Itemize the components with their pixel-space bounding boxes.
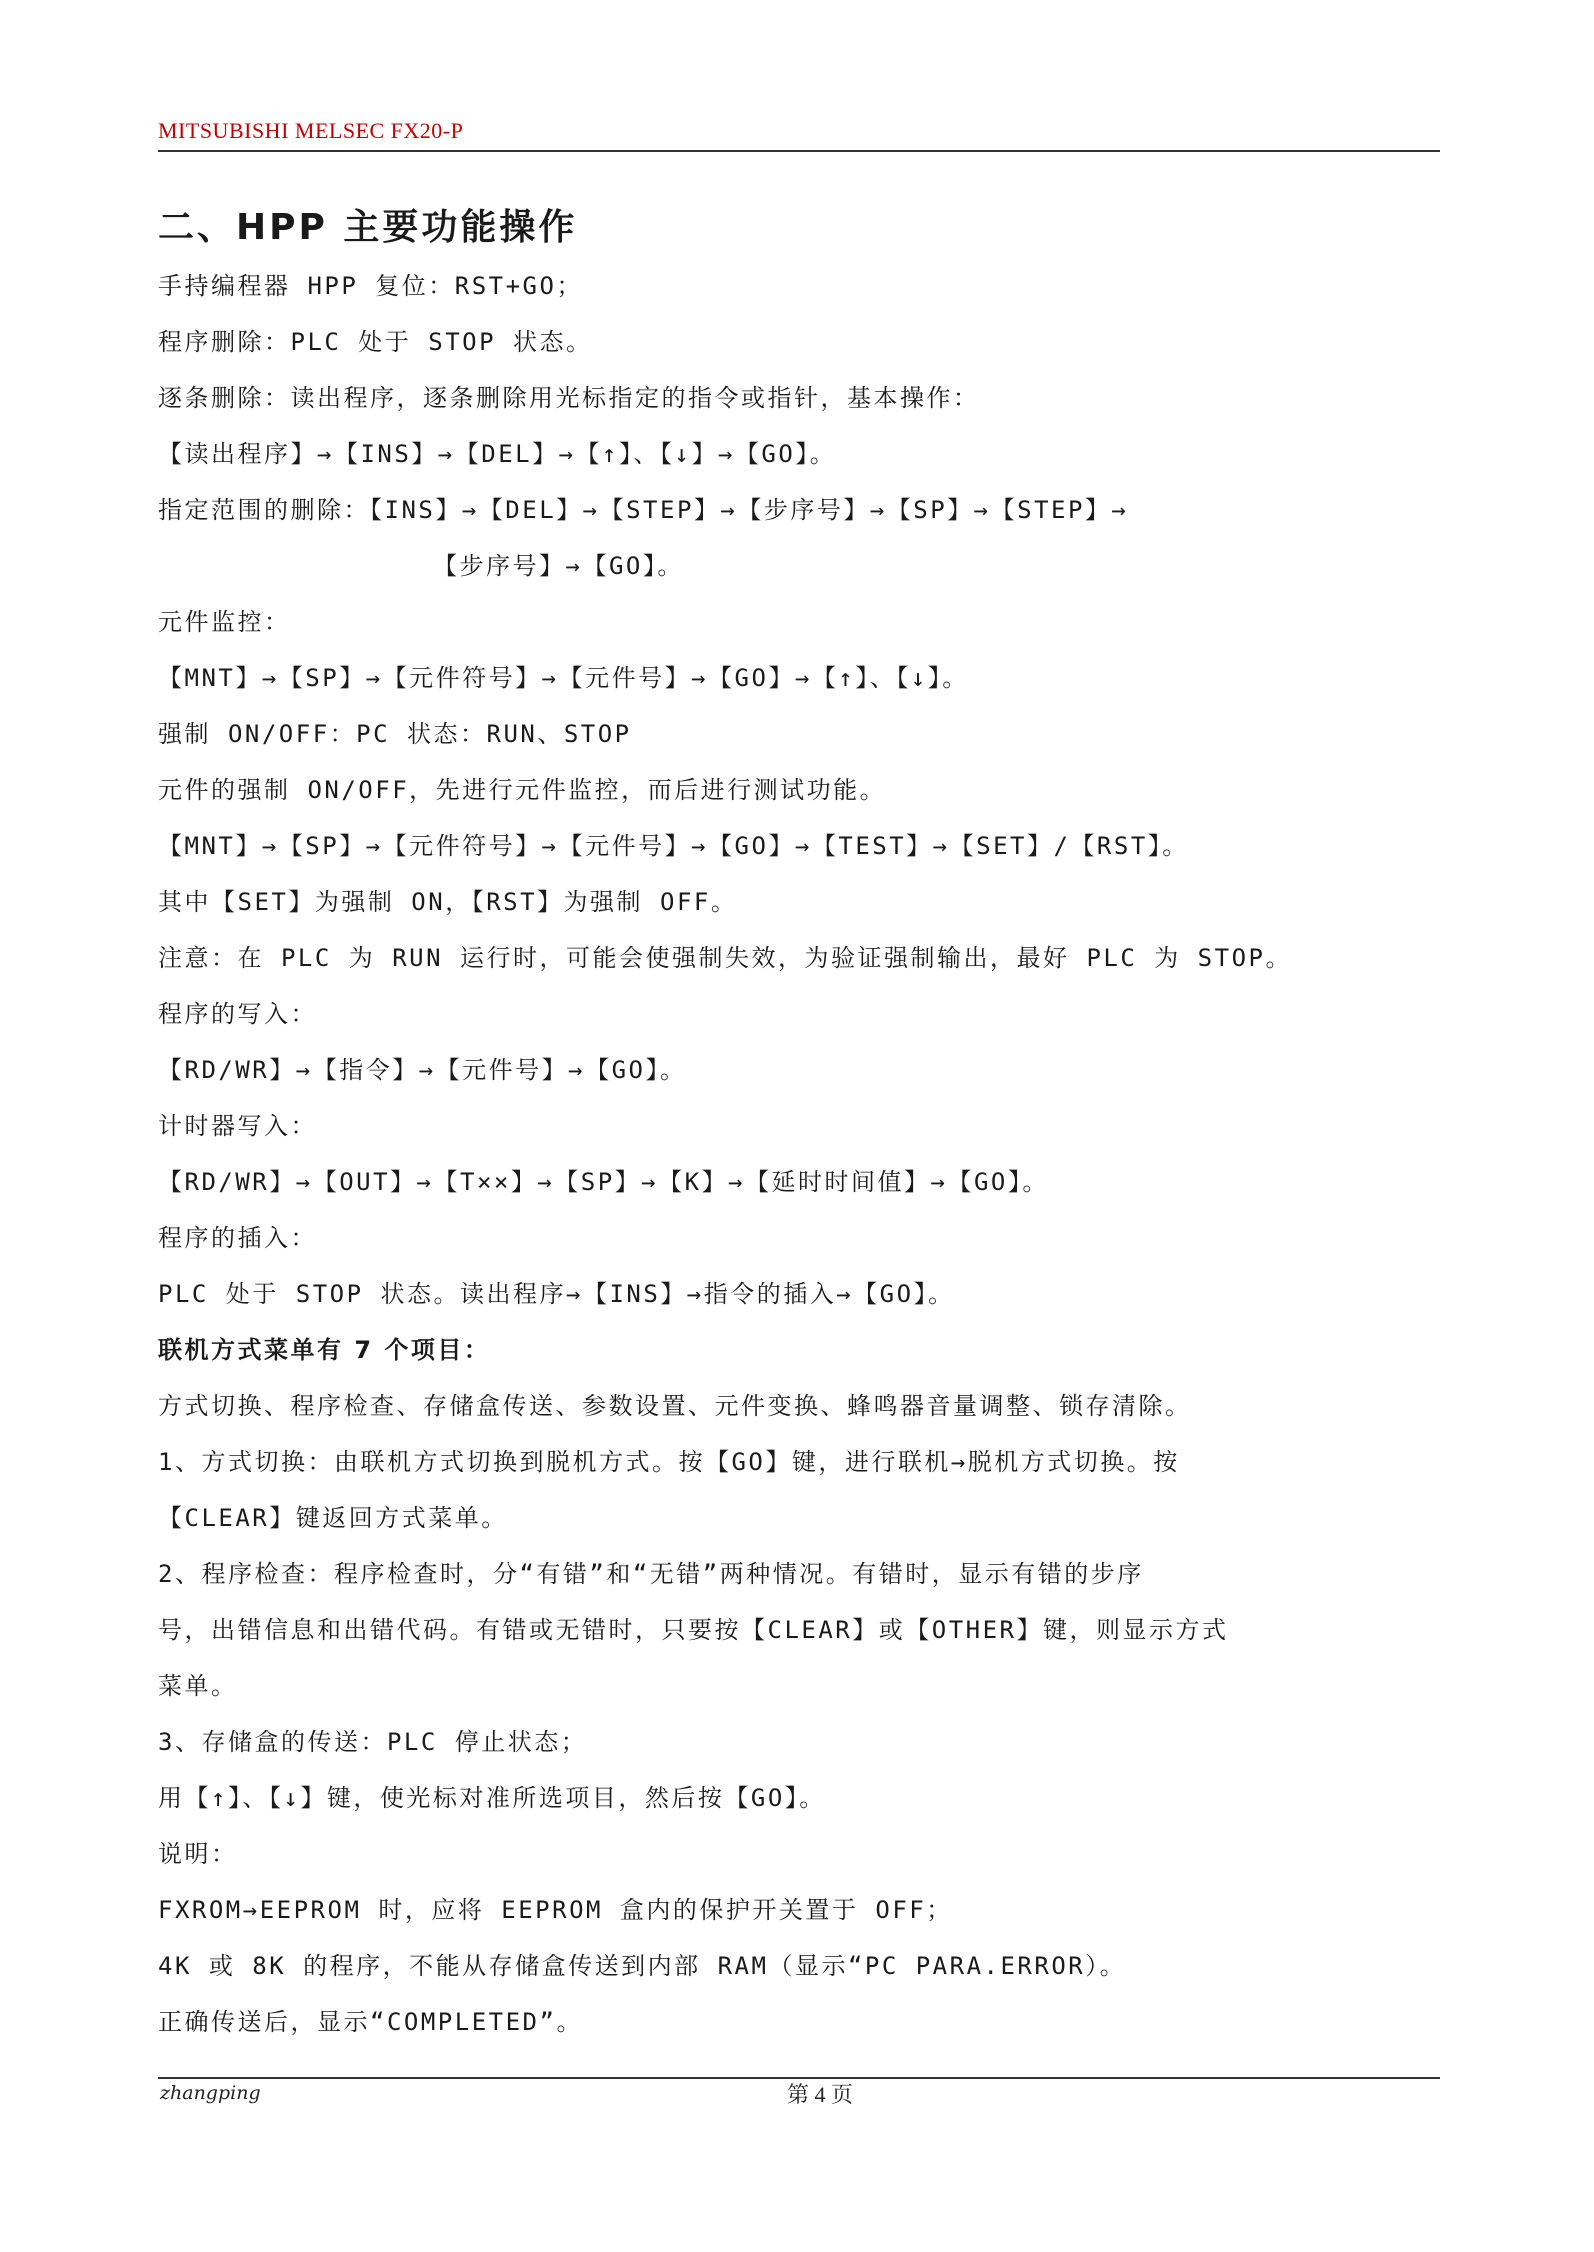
text-line: 1、方式切换：由联机方式切换到脱机方式。按【GO】键，进行联机→脱机方式切换。按 bbox=[158, 1448, 1180, 1476]
text-line: 元件监控： bbox=[158, 608, 291, 636]
text-line: 4K 或 8K 的程序，不能从存储盒传送到内部 RAM（显示“PC PARA.ERROR）。 bbox=[158, 1952, 1127, 1980]
text-line: 程序删除：PLC 处于 STOP 状态。 bbox=[158, 328, 593, 356]
text-line: 程序的写入： bbox=[158, 1000, 317, 1028]
text-line: 方式切换、程序检查、存储盒传送、参数设置、元件变换、蜂鸣器音量调整、锁存清除。 bbox=[158, 1392, 1192, 1420]
text-line: 菜单。 bbox=[158, 1672, 238, 1700]
text-line: 指定范围的删除：【INS】→【DEL】→【STEP】→【步序号】→【SP】→【STEP】→ bbox=[158, 496, 1129, 524]
text-line: 手持编程器 HPP 复位：RST+GO； bbox=[158, 272, 583, 300]
text-line: 程序的插入： bbox=[158, 1224, 317, 1252]
text-line: 【读出程序】→【INS】→【DEL】→【↑】、【↓】→【GO】。 bbox=[158, 440, 837, 468]
text-line: 【MNT】→【SP】→【元件符号】→【元件号】→【GO】→【↑】、【↓】。 bbox=[158, 664, 969, 692]
text-line: 【步序号】→【GO】。 bbox=[433, 552, 684, 580]
text-line: 【RD/WR】→【指令】→【元件号】→【GO】。 bbox=[158, 1056, 687, 1084]
text-line: 用【↑】、【↓】键，使光标对准所选项目，然后按【GO】。 bbox=[158, 1784, 826, 1812]
text-line: 2、程序检查：程序检查时，分“有错”和“无错”两种情况。有错时，显示有错的步序 bbox=[158, 1560, 1144, 1588]
author-signature: zhangping bbox=[160, 2082, 261, 2104]
page-content bbox=[158, 200, 1448, 2050]
text-line: 逐条删除：读出程序，逐条删除用光标指定的指令或指针，基本操作： bbox=[158, 384, 980, 412]
text-line: 正确传送后，显示“COMPLETED”。 bbox=[158, 2008, 583, 2036]
text-line: 说明： bbox=[158, 1840, 238, 1868]
text-line: 3、存储盒的传送：PLC 停止状态； bbox=[158, 1728, 588, 1756]
text-line: 【MNT】→【SP】→【元件符号】→【元件号】→【GO】→【TEST】→【SET】/【RST】。 bbox=[158, 832, 1189, 860]
text-line: FXROM→EEPROM 时，应将 EEPROM 盒内的保护开关置于 OFF； bbox=[158, 1896, 953, 1924]
text-line: 强制 ON/OFF：PC 状态：RUN、STOP bbox=[158, 720, 632, 748]
section-title: 二、HPP 主要功能操作 bbox=[158, 207, 578, 248]
text-line: 其中【SET】为强制 ON，【RST】为强制 OFF。 bbox=[158, 888, 738, 916]
text-line: 【RD/WR】→【OUT】→【T××】→【SP】→【K】→【延时时间值】→【GO】。 bbox=[158, 1168, 1049, 1196]
page-number: 第 4 页 bbox=[786, 2082, 853, 2107]
text-line: PLC 处于 STOP 状态。读出程序→【INS】→指令的插入→【GO】。 bbox=[158, 1280, 955, 1308]
text-line: 计时器写入： bbox=[158, 1112, 317, 1140]
text-line: 元件的强制 ON/OFF，先进行元件监控，而后进行测试功能。 bbox=[158, 776, 887, 804]
text-line: 【CLEAR】键返回方式菜单。 bbox=[158, 1504, 508, 1532]
text-line: 联机方式菜单有 7 个项目： bbox=[158, 1336, 491, 1364]
header-title: MITSUBISHI MELSEC FX20-P bbox=[158, 118, 464, 143]
text-lines bbox=[158, 258, 1448, 2050]
header-divider bbox=[158, 150, 1440, 152]
text-line: 注意：在 PLC 为 RUN 运行时，可能会使强制失效，为验证强制输出，最好 PLC 为 STOP。 bbox=[158, 944, 1292, 972]
text-line: 号，出错信息和出错代码。有错或无错时，只要按【CLEAR】或【OTHER】键，则显示方式 bbox=[158, 1616, 1229, 1644]
